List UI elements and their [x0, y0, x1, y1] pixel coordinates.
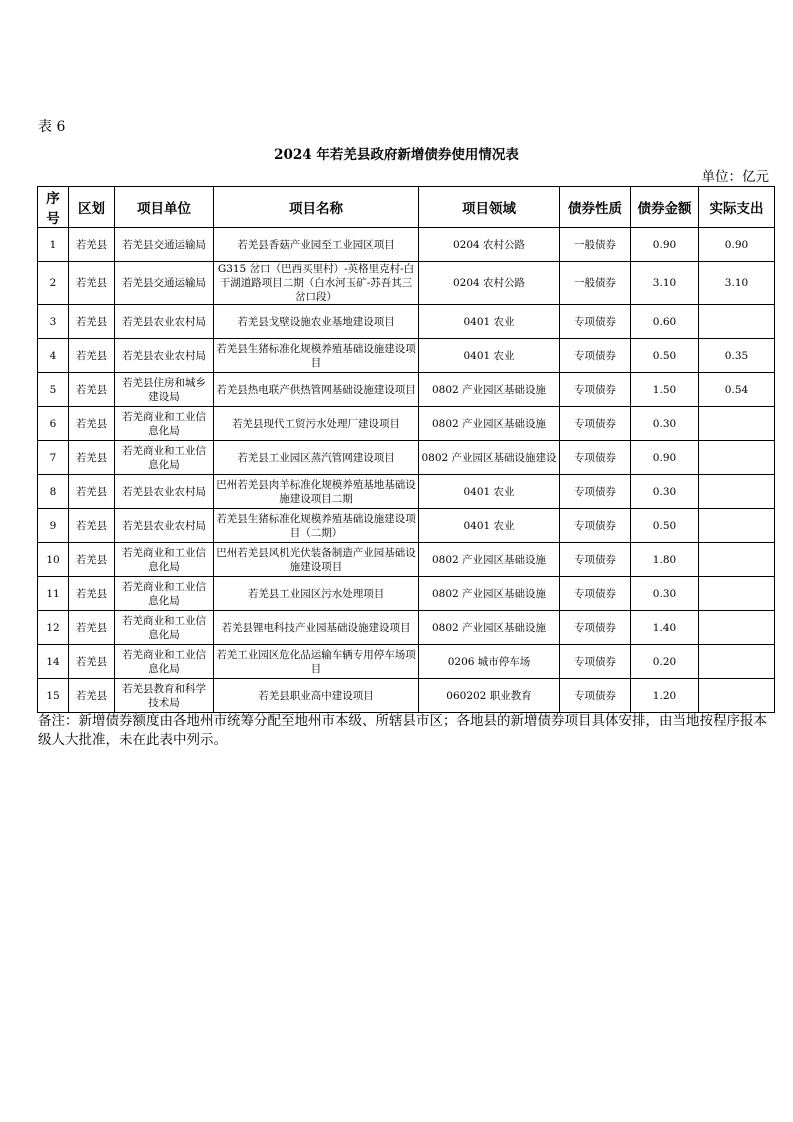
table-row: [38, 679, 775, 713]
actual-spending-cell: 3.10: [699, 262, 775, 305]
project-name-cell: 若羌县职业高中建设项目: [214, 679, 419, 713]
region-cell: 若羌县: [69, 339, 115, 373]
actual-spending-cell: [699, 543, 775, 577]
bond-type-cell: 专项债券: [560, 305, 631, 339]
bond-type-cell: 专项债券: [560, 679, 631, 713]
row-number-cell: 7: [38, 441, 69, 475]
project-unit-cell: 若羌县农业农村局: [115, 339, 214, 373]
bond-amount-cell: 0.30: [631, 475, 699, 509]
bond-type-cell: 专项债券: [560, 611, 631, 645]
region-cell: 若羌县: [69, 475, 115, 509]
project-name-cell: 巴州若羌县风机光伏装备制造产业园基础设施建设项目: [214, 543, 419, 577]
region-cell: 若羌县: [69, 305, 115, 339]
row-number-cell: 12: [38, 611, 69, 645]
row-number-cell: 4: [38, 339, 69, 373]
table-row: [38, 339, 775, 373]
actual-spending-cell: [699, 577, 775, 611]
actual-spending-cell: [699, 475, 775, 509]
project-field-cell: 0802 产业园区基础设施: [419, 543, 560, 577]
bond-amount-cell: 0.30: [631, 407, 699, 441]
bond-type-cell: 专项债券: [560, 509, 631, 543]
bond-usage-table: [37, 186, 775, 713]
region-cell: 若羌县: [69, 262, 115, 305]
bond-type-cell: 专项债券: [560, 645, 631, 679]
region-cell: 若羌县: [69, 228, 115, 262]
actual-spending-cell: 0.54: [699, 373, 775, 407]
bond-type-cell: 一般债券: [560, 228, 631, 262]
project-name-cell: 若羌工业园区危化品运输车辆专用停车场项目: [214, 645, 419, 679]
header-row: [38, 187, 775, 228]
header-cell: 实际支出: [699, 187, 775, 228]
project-name-cell: 若羌县现代工贸污水处理厂建设项目: [214, 407, 419, 441]
row-number-cell: 8: [38, 475, 69, 509]
project-unit-cell: 若羌县农业农村局: [115, 305, 214, 339]
project-unit-cell: 若羌商业和工业信息化局: [115, 543, 214, 577]
actual-spending-cell: 0.35: [699, 339, 775, 373]
bond-amount-cell: 3.10: [631, 262, 699, 305]
table-row: [38, 543, 775, 577]
actual-spending-cell: [699, 305, 775, 339]
row-number-cell: 1: [38, 228, 69, 262]
bond-amount-cell: 1.20: [631, 679, 699, 713]
bond-amount-cell: 0.90: [631, 441, 699, 475]
table-row: [38, 509, 775, 543]
table-row: [38, 475, 775, 509]
row-number-cell: 11: [38, 577, 69, 611]
actual-spending-cell: [699, 611, 775, 645]
region-cell: 若羌县: [69, 577, 115, 611]
project-unit-cell: 若羌商业和工业信息化局: [115, 645, 214, 679]
project-field-cell: 0802 产业园区基础设施: [419, 577, 560, 611]
header-cell: 项目领域: [419, 187, 560, 228]
bond-amount-cell: 1.80: [631, 543, 699, 577]
table-number: 表 6: [38, 119, 66, 135]
table-row: [38, 262, 775, 305]
project-name-cell: 若羌县生猪标准化规模养殖基础设施建设项目（二期）: [214, 509, 419, 543]
region-cell: 若羌县: [69, 679, 115, 713]
unit-label: 单位：亿元: [701, 169, 769, 185]
project-field-cell: 060202 职业教育: [419, 679, 560, 713]
table-row: [38, 441, 775, 475]
row-number-cell: 6: [38, 407, 69, 441]
header-cell: 债券金额: [631, 187, 699, 228]
project-field-cell: 0206 城市停车场: [419, 645, 560, 679]
row-number-cell: 9: [38, 509, 69, 543]
project-field-cell: 0802 产业园区基础设施: [419, 407, 560, 441]
actual-spending-cell: [699, 645, 775, 679]
actual-spending-cell: [699, 679, 775, 713]
header-cell: 区划: [69, 187, 115, 228]
project-field-cell: 0401 农业: [419, 475, 560, 509]
bond-type-cell: 专项债券: [560, 373, 631, 407]
project-field-cell: 0204 农村公路: [419, 228, 560, 262]
row-number-cell: 14: [38, 645, 69, 679]
project-unit-cell: 若羌商业和工业信息化局: [115, 441, 214, 475]
actual-spending-cell: [699, 441, 775, 475]
actual-spending-cell: 0.90: [699, 228, 775, 262]
bond-amount-cell: 0.20: [631, 645, 699, 679]
bond-type-cell: 专项债券: [560, 577, 631, 611]
region-cell: 若羌县: [69, 543, 115, 577]
table-title: 2024 年若羌县政府新增债券使用情况表: [274, 147, 519, 163]
region-cell: 若羌县: [69, 645, 115, 679]
project-field-cell: 0802 产业园区基础设施: [419, 611, 560, 645]
region-cell: 若羌县: [69, 441, 115, 475]
row-number-cell: 3: [38, 305, 69, 339]
project-name-cell: 若羌县工业园区污水处理项目: [214, 577, 419, 611]
header-cell: 序号: [38, 187, 69, 228]
project-name-cell: G315 岔口（巴西买里村）-英格里克村-白干湖道路项目二期（白水河玉矿-苏吾其三岔口段）: [214, 262, 419, 305]
table-row: [38, 645, 775, 679]
row-number-cell: 10: [38, 543, 69, 577]
project-unit-cell: 若羌商业和工业信息化局: [115, 611, 214, 645]
bond-amount-cell: 0.60: [631, 305, 699, 339]
bond-type-cell: 专项债券: [560, 543, 631, 577]
bond-amount-cell: 0.30: [631, 577, 699, 611]
bond-type-cell: 专项债券: [560, 407, 631, 441]
project-field-cell: 0401 农业: [419, 509, 560, 543]
project-field-cell: 0401 农业: [419, 339, 560, 373]
project-name-cell: 若羌县生猪标准化规模养殖基础设施建设项目: [214, 339, 419, 373]
project-unit-cell: 若羌县住房和城乡建设局: [115, 373, 214, 407]
bond-type-cell: 专项债券: [560, 475, 631, 509]
bond-type-cell: 一般债券: [560, 262, 631, 305]
project-unit-cell: 若羌县交通运输局: [115, 228, 214, 262]
row-number-cell: 2: [38, 262, 69, 305]
project-unit-cell: 若羌县教育和科学技术局: [115, 679, 214, 713]
region-cell: 若羌县: [69, 373, 115, 407]
row-number-cell: 5: [38, 373, 69, 407]
project-field-cell: 0802 产业园区基础设施建设: [419, 441, 560, 475]
actual-spending-cell: [699, 407, 775, 441]
project-unit-cell: 若羌商业和工业信息化局: [115, 577, 214, 611]
table-row: [38, 228, 775, 262]
project-field-cell: 0204 农村公路: [419, 262, 560, 305]
project-unit-cell: 若羌县农业农村局: [115, 509, 214, 543]
project-name-cell: 若羌县工业园区蒸汽管网建设项目: [214, 441, 419, 475]
bond-amount-cell: 1.40: [631, 611, 699, 645]
row-number-cell: 15: [38, 679, 69, 713]
bond-type-cell: 专项债券: [560, 339, 631, 373]
table-row: [38, 373, 775, 407]
bond-type-cell: 专项债券: [560, 441, 631, 475]
table-row: [38, 577, 775, 611]
project-unit-cell: 若羌县交通运输局: [115, 262, 214, 305]
table-row: [38, 611, 775, 645]
bond-amount-cell: 1.50: [631, 373, 699, 407]
project-name-cell: 巴州若羌县肉羊标准化规模养殖基地基础设施建设项目二期: [214, 475, 419, 509]
region-cell: 若羌县: [69, 407, 115, 441]
table-row: [38, 305, 775, 339]
actual-spending-cell: [699, 509, 775, 543]
project-name-cell: 若羌县戈壁设施农业基地建设项目: [214, 305, 419, 339]
footnote: 备注：新增债券额度由各地州市统筹分配至地州市本级、所辖县市区；各地县的新增债券项目具体安排，由当地按程序报本级人大批准，未在此表中列示。: [38, 713, 767, 748]
project-name-cell: 若羌县热电联产供热管网基础设施建设项目: [214, 373, 419, 407]
project-field-cell: 0401 农业: [419, 305, 560, 339]
project-name-cell: 若羌县锂电科技产业园基础设施建设项目: [214, 611, 419, 645]
region-cell: 若羌县: [69, 509, 115, 543]
header-cell: 债券性质: [560, 187, 631, 228]
bond-amount-cell: 0.50: [631, 509, 699, 543]
project-unit-cell: 若羌县农业农村局: [115, 475, 214, 509]
table-row: [38, 407, 775, 441]
project-field-cell: 0802 产业园区基础设施: [419, 373, 560, 407]
header-cell: 项目单位: [115, 187, 214, 228]
project-unit-cell: 若羌商业和工业信息化局: [115, 407, 214, 441]
project-name-cell: 若羌县香菇产业园至工业园区项目: [214, 228, 419, 262]
bond-amount-cell: 0.50: [631, 339, 699, 373]
table-body: [38, 228, 775, 713]
header-cell: 项目名称: [214, 187, 419, 228]
bond-amount-cell: 0.90: [631, 228, 699, 262]
region-cell: 若羌县: [69, 611, 115, 645]
